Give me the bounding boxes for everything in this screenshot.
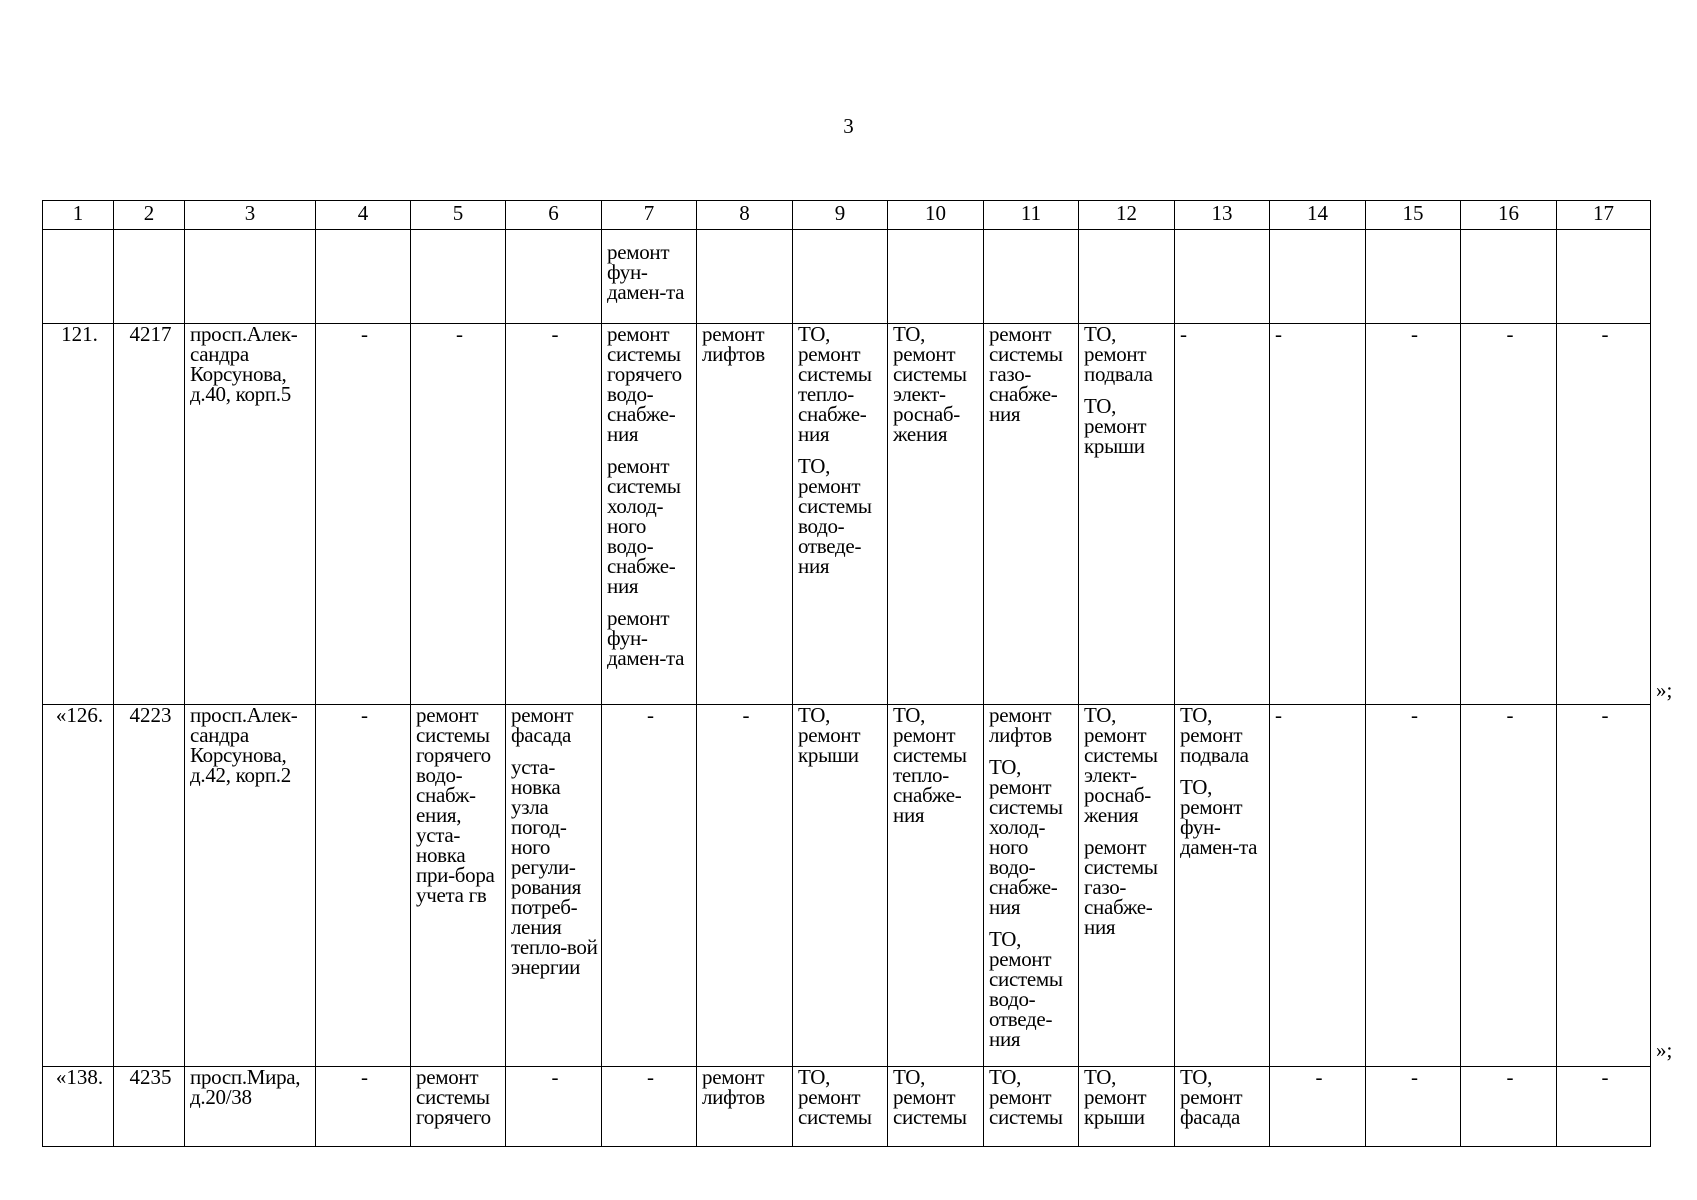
dash-mark: - bbox=[551, 323, 559, 346]
table-cell bbox=[43, 1067, 114, 1147]
dash-mark: - bbox=[1601, 704, 1609, 727]
table-cell bbox=[1079, 1067, 1175, 1147]
repair-schedule-table bbox=[42, 200, 1651, 1147]
table-cell bbox=[888, 230, 984, 324]
dash-mark: - bbox=[1601, 1066, 1609, 1089]
dash-mark: - bbox=[1315, 1066, 1323, 1089]
work-entry: ТО, ремонт системы bbox=[893, 1066, 967, 1129]
table-cell bbox=[114, 705, 185, 1067]
work-entry: ремонт лифтов bbox=[702, 323, 765, 366]
column-header: 1 bbox=[43, 201, 114, 230]
table-cell bbox=[185, 1067, 316, 1147]
dash-mark: - bbox=[361, 704, 368, 727]
table-cell bbox=[1461, 1067, 1557, 1147]
column-header: 11 bbox=[984, 201, 1079, 230]
work-entry: ТО, ремонт крыши bbox=[1084, 394, 1147, 458]
table-cell bbox=[1175, 1067, 1270, 1147]
dash-mark: - bbox=[1601, 323, 1609, 346]
work-entry: ремонт системы горячего водо-снабж-ения, уста-новка при-бора учета гв bbox=[416, 704, 495, 907]
table-row bbox=[43, 705, 1651, 1067]
table-cell bbox=[793, 705, 888, 1067]
table-cell bbox=[984, 230, 1079, 324]
column-header: 17 bbox=[1557, 201, 1651, 230]
table-cell bbox=[316, 324, 411, 705]
dash-mark: - bbox=[1411, 704, 1418, 727]
table-cell bbox=[984, 1067, 1079, 1147]
table-cell bbox=[888, 324, 984, 705]
table-cell bbox=[793, 1067, 888, 1147]
address-text: просп.Мира, д.20/38 bbox=[190, 1066, 301, 1109]
column-header: 8 bbox=[697, 201, 793, 230]
table-cell bbox=[602, 705, 697, 1067]
table-cell bbox=[697, 324, 793, 705]
work-entry: ТО, ремонт подвала bbox=[1084, 323, 1153, 386]
table-cell bbox=[1461, 324, 1557, 705]
table-cell bbox=[1461, 705, 1557, 1067]
column-header: 12 bbox=[1079, 201, 1175, 230]
work-entry: уста-новка узла погод-ного регули-рования потреб-ления тепло-вой энергии bbox=[511, 755, 598, 979]
table-cell bbox=[506, 705, 602, 1067]
table-cell bbox=[185, 230, 316, 324]
address-text: просп.Алек-сандра Корсунова, д.40, корп.5 bbox=[190, 323, 298, 406]
work-entry: ТО, ремонт фасада bbox=[1180, 1066, 1243, 1129]
work-entry: ремонт системы газо-снабже-ния bbox=[989, 323, 1063, 426]
table-cell bbox=[793, 324, 888, 705]
table-cell bbox=[1557, 324, 1651, 705]
table-cell bbox=[1270, 324, 1366, 705]
column-header: 6 bbox=[506, 201, 602, 230]
work-entry: ТО, ремонт системы водо-отведе-ния bbox=[989, 927, 1063, 1051]
address-text: просп.Алек-сандра Корсунова, д.42, корп.2 bbox=[190, 704, 298, 787]
table-cell bbox=[1557, 705, 1651, 1067]
dash-mark: - bbox=[1411, 1066, 1418, 1089]
table-cell bbox=[1270, 705, 1366, 1067]
column-header: 10 bbox=[888, 201, 984, 230]
table-cell bbox=[697, 1067, 793, 1147]
table-cell bbox=[697, 705, 793, 1067]
dash-mark: - bbox=[1506, 704, 1514, 727]
work-entry: ТО, ремонт фун-дамен-та bbox=[1180, 775, 1258, 859]
table-cell bbox=[697, 230, 793, 324]
work-entry: ТО, ремонт системы bbox=[798, 1066, 872, 1129]
work-entry: ТО, ремонт системы bbox=[989, 1066, 1063, 1129]
column-header: 5 bbox=[411, 201, 506, 230]
table-cell bbox=[1461, 230, 1557, 324]
column-header: 4 bbox=[316, 201, 411, 230]
table-cell bbox=[984, 705, 1079, 1067]
table-cell bbox=[411, 1067, 506, 1147]
table-cell bbox=[185, 324, 316, 705]
work-entry: ТО, ремонт системы холод-ного водо-снабже-ния bbox=[989, 755, 1063, 919]
page-number: 3 bbox=[843, 114, 854, 138]
row-number: «126. bbox=[55, 704, 104, 727]
work-entry: ТО, ремонт системы элект-роснаб-жения bbox=[1084, 704, 1158, 827]
column-header: 3 bbox=[185, 201, 316, 230]
dash-mark: - bbox=[1275, 323, 1282, 346]
table-cell bbox=[411, 324, 506, 705]
table-cell bbox=[888, 1067, 984, 1147]
header-row bbox=[43, 201, 1651, 230]
table-cell bbox=[316, 230, 411, 324]
work-entry: ремонт фун-дамен-та bbox=[607, 240, 685, 304]
table-cell bbox=[506, 324, 602, 705]
table-cell bbox=[1079, 230, 1175, 324]
column-header: 7 bbox=[602, 201, 697, 230]
table-cell bbox=[1079, 705, 1175, 1067]
table-cell bbox=[114, 1067, 185, 1147]
table-cell bbox=[602, 1067, 697, 1147]
table-cell bbox=[316, 705, 411, 1067]
row-number: 4235 bbox=[129, 1066, 172, 1089]
work-entry: ТО, ремонт системы тепло-снабже-ния bbox=[893, 704, 967, 827]
column-header: 9 bbox=[793, 201, 888, 230]
work-entry: ремонт фун-дамен-та bbox=[607, 606, 685, 670]
dash-mark: - bbox=[456, 323, 463, 346]
table-cell bbox=[984, 324, 1079, 705]
column-header: 16 bbox=[1461, 201, 1557, 230]
table-cell bbox=[1366, 1067, 1461, 1147]
table-cell bbox=[43, 230, 114, 324]
work-entry: ремонт системы газо-снабже-ния bbox=[1084, 835, 1158, 939]
table-cell bbox=[1366, 324, 1461, 705]
work-entry: ТО, ремонт системы элект-роснаб-жения bbox=[893, 323, 967, 446]
row-closing-quote: »; bbox=[1656, 678, 1673, 702]
table-cell bbox=[1175, 324, 1270, 705]
table-cell bbox=[1175, 705, 1270, 1067]
work-entry: ТО, ремонт системы водо-отведе-ния bbox=[798, 454, 872, 578]
table-cell bbox=[1557, 1067, 1651, 1147]
table-cell bbox=[1366, 230, 1461, 324]
work-entry: ТО, ремонт подвала bbox=[1180, 704, 1249, 767]
row-closing-quote: »; bbox=[1656, 1038, 1673, 1062]
work-entry: ремонт системы горячего водо-снабже-ния bbox=[607, 323, 682, 446]
work-entry: ТО, ремонт крыши bbox=[1084, 1066, 1147, 1129]
table-cell bbox=[185, 705, 316, 1067]
dash-mark: - bbox=[551, 1066, 559, 1089]
row-number: 121. bbox=[61, 323, 98, 346]
column-header: 14 bbox=[1270, 201, 1366, 230]
row-number: «138. bbox=[55, 1066, 104, 1089]
table-cell bbox=[43, 705, 114, 1067]
table-cell bbox=[1270, 1067, 1366, 1147]
work-entry: ремонт лифтов bbox=[989, 704, 1052, 747]
work-entry: ремонт системы горячего bbox=[416, 1066, 491, 1129]
table-cell bbox=[43, 324, 114, 705]
dash-mark: - bbox=[1275, 704, 1282, 727]
column-header: 15 bbox=[1366, 201, 1461, 230]
dash-mark: - bbox=[361, 323, 368, 346]
column-header: 13 bbox=[1175, 201, 1270, 230]
dash-mark: - bbox=[1180, 323, 1187, 346]
table-cell bbox=[411, 230, 506, 324]
table-cell bbox=[793, 230, 888, 324]
dash-mark: - bbox=[647, 1066, 654, 1089]
work-entry: ТО, ремонт крыши bbox=[798, 704, 861, 767]
table-cell bbox=[114, 230, 185, 324]
table-row bbox=[43, 1067, 1651, 1147]
work-entry: ремонт системы холод-ного водо-снабже-ния bbox=[607, 454, 681, 598]
table-row bbox=[43, 230, 1651, 324]
table-cell bbox=[602, 324, 697, 705]
dash-mark: - bbox=[1506, 1066, 1514, 1089]
table-cell bbox=[114, 324, 185, 705]
table-cell bbox=[1366, 705, 1461, 1067]
dash-mark: - bbox=[1411, 323, 1418, 346]
table-cell bbox=[1079, 324, 1175, 705]
work-entry: ремонт фасада bbox=[511, 704, 574, 747]
table-row bbox=[43, 324, 1651, 705]
table-cell bbox=[1175, 230, 1270, 324]
dash-mark: - bbox=[742, 704, 750, 727]
work-entry: ремонт лифтов bbox=[702, 1066, 765, 1109]
table-cell bbox=[316, 1067, 411, 1147]
dash-mark: - bbox=[1506, 323, 1514, 346]
work-entry: ТО, ремонт системы тепло-снабже-ния bbox=[798, 323, 872, 446]
table-cell bbox=[506, 1067, 602, 1147]
dash-mark: - bbox=[647, 704, 654, 727]
row-number: 4223 bbox=[129, 704, 172, 727]
row-number: 4217 bbox=[129, 323, 172, 346]
table-cell bbox=[888, 705, 984, 1067]
table-cell bbox=[506, 230, 602, 324]
column-header: 2 bbox=[114, 201, 185, 230]
table-cell bbox=[1557, 230, 1651, 324]
dash-mark: - bbox=[361, 1066, 368, 1089]
table-cell bbox=[1270, 230, 1366, 324]
table-cell bbox=[602, 230, 697, 324]
table-cell bbox=[411, 705, 506, 1067]
